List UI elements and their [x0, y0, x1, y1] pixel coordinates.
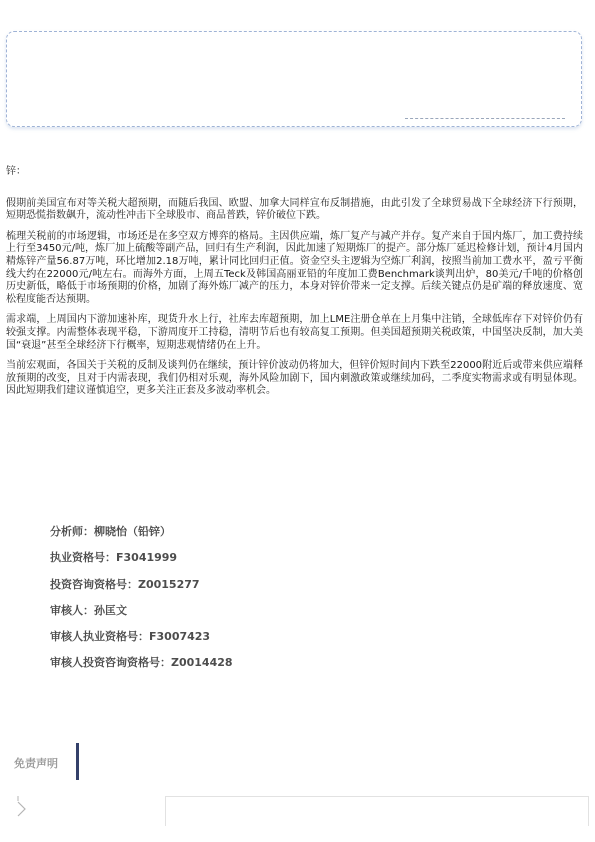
header-box [6, 31, 582, 127]
paragraph-3: 需求端，上周国内下游加速补库，现货升水上行，社库去库超预期，加上LME注册仓单在上月集中注销，全球低库存下对锌价仍有较强支撑。内需整体表现平稳，下游周度开工持稳，清明节后也有较高复工预期。但美国超预期关税政策，中国坚决反制，加大美国“衰退”甚至全球经济下行概率，短期悲观情绪仍在上升。 [6, 314, 583, 351]
analyst-info [50, 525, 233, 683]
header-rule [405, 118, 565, 119]
reviewer-name: 审核人：孙匡文 [50, 603, 127, 617]
analyst-name: 分析师：柳晓怡（铅锌） [50, 525, 171, 538]
report-content [6, 166, 583, 406]
paragraph-2: 梳理关税前的市场逻辑，市场还是在多空双方博弈的格局。主因供应端，炼厂复产与减产并存。复产来自于国内炼厂，加工费持续上行至3450元/吨，炼厂加上硫酸等副产品，回归有生产利润，因此加速了短期炼厂的提产。部分炼厂延迟检修计划，预计4月国内精炼锌产量56.87万吨，环比增加2.18万吨，累计同比回归正值。资金空头主逻辑为空炼厂利润，按照当前加工费水平，盈亏平衡线大约在22000元/吨左右。而海外方面，上周五Teck及韩国高丽亚铅的年度加工费Benchmark谈判出炉，80美元/千吨的价格创历史新低，略低于市场预期的价格，加剧了海外炼厂减产的压力，本身对锌价带来一定支撑。后续关键点仍是矿端的释放速度、宽松程度能否达预期。 [6, 230, 583, 305]
disclaimer-label[interactable]: 免责声明 [14, 757, 58, 770]
paragraph-1: 假期前美国宣布对等关税大超预期，而随后我国、欧盟、加拿大同样宣布反制措施，由此引发了全球贸易战下全球经济下行预期，短期恐慌指数飙升，流动性冲击下全球股市、商品普跌，锌价破位下跌。 [6, 197, 583, 222]
analyst-license: 执业资格号：F3041999 [50, 551, 178, 565]
paragraph-4: 当前宏观面，各国关于关税的反制及谈判仍在继续，预计锌价波动仍将加大，但锌价短时间内下跌至22000附近后或带来供应端释放预期的改变，且对于内需表现，我们仍相对乐观，海外风险加剧下，国内刺激政策或继续加码，二季度实物需求或有明显体现。因此短期我们建议谨慎追空，更多关注正套及多波动率机会。 [6, 360, 583, 397]
section-title: 锌： [6, 166, 26, 177]
disclaimer-accent-bar [76, 743, 79, 780]
reviewer-license: 审核人执业资格号：F3007423 [50, 630, 211, 644]
analyst-consult-license: 投资咨询资格号：Z0015277 [50, 577, 200, 591]
reviewer-consult-license: 审核人投资咨询资格号：Z0014428 [50, 656, 233, 670]
chevron-right-icon[interactable] [12, 796, 28, 822]
disclaimer-content-box [165, 796, 589, 826]
